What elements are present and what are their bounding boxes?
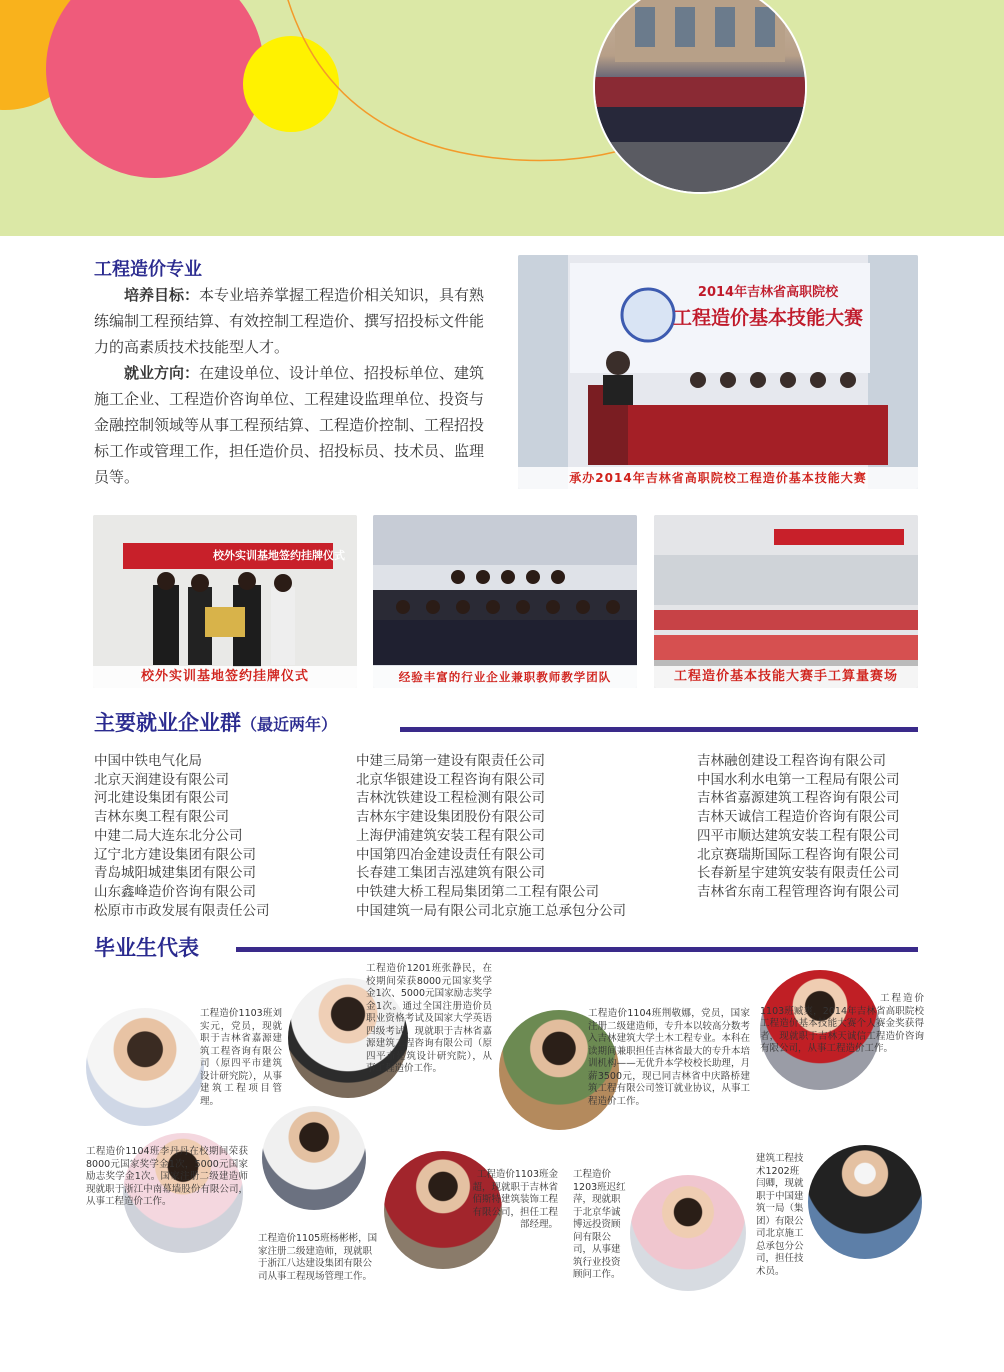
teaching-team-photo (373, 515, 637, 688)
employer-item: 中铁建大桥工程局集团第二工程有限公司 (356, 883, 599, 900)
signing-photo-image (93, 515, 357, 688)
contest-banner-line2: 工程造价基本技能大赛 (672, 307, 863, 329)
employer-item: 吉林融创建设工程咨询有限公司 (697, 753, 886, 769)
employer-item: 四平市顺达建筑安装工程有限公司 (697, 827, 900, 844)
major-description (94, 282, 498, 490)
career-label: 就业方向： (124, 364, 200, 382)
employer-column-2 (356, 752, 626, 920)
graduate-portrait-9 (808, 1145, 922, 1259)
employers-divider (400, 727, 918, 732)
employer-item: 北京赛瑞斯国际工程咨询有限公司 (697, 846, 900, 863)
employer-item: 中国水利水电第一工程局有限公司 (697, 771, 900, 788)
employer-item: 吉林东宇建设集团股份有限公司 (356, 809, 545, 826)
contest-venue-photo (654, 515, 918, 688)
graduate-portrait-6 (262, 1106, 366, 1210)
employer-item: 中国第四冶金建设责任有限公司 (356, 846, 545, 863)
goal-text: 本专业培养掌握工程造价相关知识，具有熟练编制工程预结算、有效控制工程造价、撰写招投标文件能力的高素质技术技能型人才。 (94, 286, 485, 356)
employer-item: 中建二局大连东北分公司 (94, 827, 243, 844)
employers-title (94, 707, 337, 737)
contest-caption: 承办2014年吉林省高职院校工程造价基本技能大赛 (518, 467, 918, 489)
employers-title-text: 主要就业企业群 (94, 711, 241, 735)
graduate-portrait-8 (630, 1175, 746, 1291)
employer-item: 吉林省嘉源建筑工程咨询有限公司 (697, 790, 900, 807)
graduate-text-1: 工程造价1103班刘实元，党员，现就职于吉林省嘉源建筑工程咨询有限公司（原四平市建筑设计研究院），从事建筑工程项目管理。 (200, 1008, 282, 1107)
career-paragraph (94, 360, 498, 490)
employer-item: 吉林东奥工程有限公司 (94, 809, 229, 826)
goal-label: 培养目标： (124, 286, 200, 304)
signing-caption: 校外实训基地签约挂牌仪式 (93, 666, 357, 688)
major-title: 工程造价专业 (94, 259, 202, 280)
graduate-text-4: 工程造价1103班臧爽，2014年吉林省高职院校工程造价基本技能大赛个人赛金奖获得者，现就职于吉林天诚信工程造价咨询有限公司，从事工程造价工作。 (760, 993, 924, 1054)
employer-item: 长春新星宇建筑安装有限责任公司 (697, 865, 900, 882)
graduate-text-2: 工程造价1201班张静民，在校期间荣获8000元国家奖学金1次、5000元国家励志奖学金1次。通过全国注册造价员职业资格考试及国家大学英语四级考试。现就职于吉林省嘉源建筑工程咨询有限公司（原四平市建筑设计研究院），从事工程造价工作。 (366, 963, 492, 1074)
contest-banner-line1: 2014年吉林省高职院校 (697, 285, 839, 300)
employer-item: 吉林天诚信工程造价咨询有限公司 (697, 809, 900, 826)
employer-item: 青岛城阳城建集团有限公司 (94, 865, 256, 882)
employers-subtitle: （最近两年） (241, 715, 338, 734)
signing-banner-text: 校外实训基地签约挂牌仪式 (213, 549, 345, 562)
employer-item: 中国建筑一局有限公司北京施工总承包分公司 (356, 902, 626, 919)
employer-item: 河北建设集团有限公司 (94, 790, 229, 807)
training-goal-paragraph (94, 282, 498, 360)
employer-item: 上海伊浦建筑安装工程有限公司 (356, 827, 545, 844)
employer-item: 北京天润建设有限公司 (94, 771, 229, 788)
graduate-text-6: 工程造价1105班杨彬彬，国家注册二级建造师，现就职于浙江八达建设集团有限公司从事工程现场管理工作。 (258, 1233, 378, 1282)
graduate-text-5: 工程造价1104班李丹丹在校期间荣获8000元国家奖学金1次，5000元国家励志奖学金1次。国家注册二级建造师现就职于浙江中南幕墙股份有限公司，从事工程造价工作。 (86, 1146, 248, 1207)
contest-venue-photo-image (654, 515, 918, 688)
employer-column-1 (94, 752, 270, 920)
orange-arc-decoration (0, 0, 1004, 236)
employer-item: 松原市市政发展有限责任公司 (94, 902, 270, 919)
contest-photo (518, 255, 918, 489)
graduates-divider (236, 947, 918, 952)
employer-item: 中国中铁电气化局 (94, 753, 202, 769)
graduate-text-9: 建筑工程技术1202班闫卿，现就职于中国建筑一局（集团）有限公司北京施工总承包分公司，担任技术员。 (756, 1153, 804, 1277)
graduate-text-3: 工程造价1104班荆敬娜，党员，国家注册二级建造师，专升本以较高分数考入吉林建筑大学土木工程专业。本科在读期间兼职担任吉林省最大的专升本培训机构——无优升本学校校长助理，月薪3500元，现已同吉林省中庆路桥建筑工程有限公司签订就业协议，从事工程造价工作。 (588, 1008, 750, 1107)
graduates-title: 毕业生代表 (94, 936, 199, 960)
graduate-text-8: 工程造价1203班迟红萍，现就职于北京华诚博远投资顾问有限公司，从事建筑行业投资顾问工作。 (573, 1169, 626, 1280)
employer-item: 北京华银建设工程咨询有限公司 (356, 771, 545, 788)
graduate-portrait-1 (86, 1008, 204, 1126)
employer-item: 辽宁北方建设集团有限公司 (94, 846, 256, 863)
teaching-team-caption: 经验丰富的行业企业兼职教师教学团队 (373, 666, 637, 688)
employer-column-3 (697, 752, 900, 902)
employer-item: 吉林省东南工程管理咨询有限公司 (697, 883, 900, 900)
employer-item: 长春建工集团吉泓建筑有限公司 (356, 865, 545, 882)
teaching-team-photo-image (373, 515, 637, 688)
career-text: 在建设单位、设计单位、招投标单位、建筑施工企业、工程造价咨询单位、工程建设监理单位、投资与金融控制领域等从事工程预结算、工程造价控制、工程招投标工作或管理工作，担任造价员、招投标员、技术员、监理员等。 (94, 364, 485, 486)
graduate-text-7: 工程造价1103班金超，现就职于吉林省佰斯特建筑装饰工程有限公司，担任工程部经理。 (472, 1169, 558, 1230)
contest-venue-caption: 工程造价基本技能大赛手工算量赛场 (654, 666, 918, 688)
employer-item: 山东鑫峰造价咨询有限公司 (94, 883, 256, 900)
employer-item: 中建三局第一建设有限责任公司 (356, 753, 545, 769)
signing-photo (93, 515, 357, 688)
employer-item: 吉林沈铁建设工程检测有限公司 (356, 790, 545, 807)
top-banner (0, 0, 1004, 236)
group-photo-image (595, 0, 805, 192)
